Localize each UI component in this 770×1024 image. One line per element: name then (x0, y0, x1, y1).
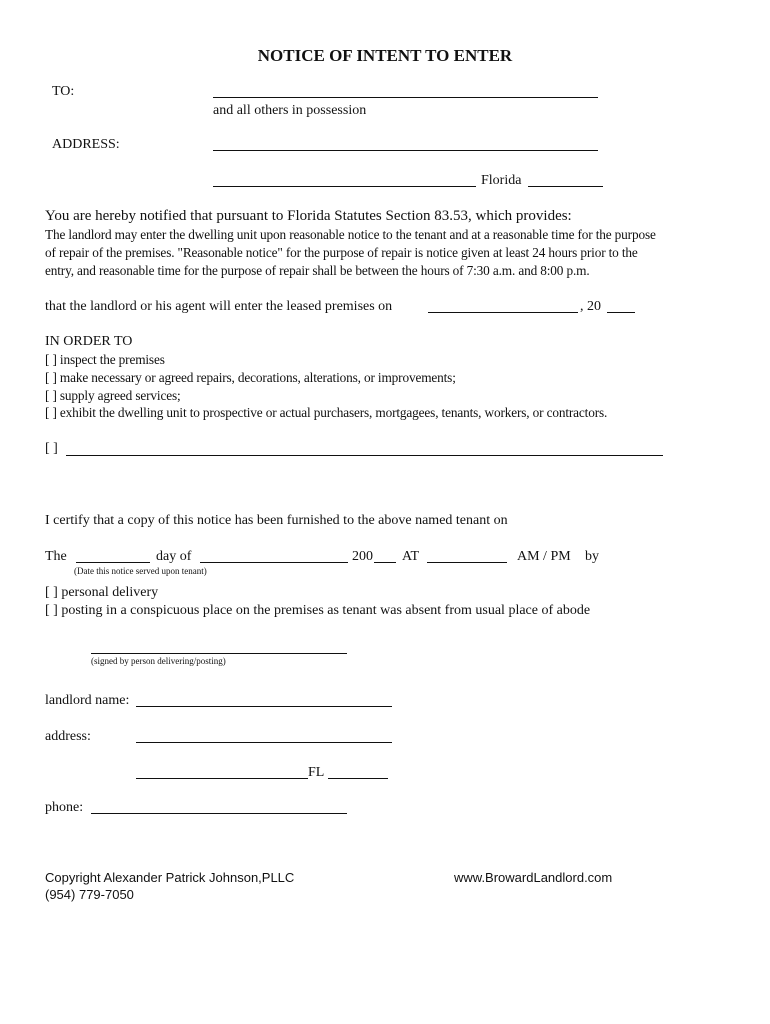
delivery-checkbox-posting[interactable]: [ ] posting in a conspicuous place on the premises as tenant was absent from usual place of abode (45, 603, 591, 618)
to-name-field[interactable] (213, 97, 598, 98)
other-purpose-field[interactable] (66, 455, 663, 456)
signature-note: (signed by person delivering/posting) (91, 656, 226, 666)
enter-year-prefix: , 20 (580, 299, 601, 314)
page-title: NOTICE OF INTENT TO ENTER (257, 46, 513, 65)
landlord-city-field[interactable] (136, 778, 308, 779)
in-order-to-heading: IN ORDER TO (45, 334, 133, 349)
to-label: TO: (52, 84, 75, 99)
served-month-field[interactable] (200, 562, 348, 563)
others-in-possession-text: and all others in possession (213, 103, 367, 118)
served-day-field[interactable] (76, 562, 150, 563)
fl-text: FL (308, 765, 325, 780)
served-at-label: AT (402, 549, 420, 564)
phone-label: phone: (45, 800, 84, 815)
footer-website[interactable]: www.BrowardLandlord.com (454, 870, 613, 885)
purpose-checkbox-services[interactable]: [ ] supply agreed services; (45, 388, 181, 403)
enter-line-text: that the landlord or his agent will enter the leased premises on (45, 299, 393, 314)
served-year-prefix: 200 (352, 549, 373, 564)
served-by-label: by (585, 549, 599, 564)
florida-text: Florida (481, 173, 522, 188)
enter-year-field[interactable] (607, 312, 635, 313)
served-day-of-label: day of (156, 549, 192, 564)
footer-phone: (954) 779-7050 (45, 887, 134, 902)
served-year-field[interactable] (374, 562, 396, 563)
enter-date-field[interactable] (428, 312, 578, 313)
zip-field[interactable] (528, 186, 603, 187)
purpose-checkbox-repairs[interactable]: [ ] make necessary or agreed repairs, decorations, alterations, or improvements; (45, 370, 456, 385)
phone-field[interactable] (91, 813, 347, 814)
address-line-1-field[interactable] (213, 150, 598, 151)
city-field[interactable] (213, 186, 476, 187)
served-time-field[interactable] (427, 562, 507, 563)
landlord-name-field[interactable] (136, 706, 392, 707)
statute-line: The landlord may enter the dwelling unit upon reasonable notice to the tenant and at a reasonable time for the purpose (45, 227, 656, 242)
landlord-zip-field[interactable] (328, 778, 388, 779)
certify-text: I certify that a copy of this notice has been furnished to the above named tenant on (45, 513, 508, 528)
served-date-note: (Date this notice served upon tenant) (74, 566, 207, 576)
served-am-pm: AM / PM (517, 549, 571, 564)
statute-line: entry, and reasonable time for the purpose of repair shall be between the hours of 7:30 a.m. and 8:00 p.m. (45, 263, 590, 278)
landlord-address-label: address: (45, 729, 91, 744)
statute-line: of repair of the premises. "Reasonable notice" for the purpose of repair is notice given at least 24 hours prior to the (45, 245, 638, 260)
address-label: ADDRESS: (52, 137, 120, 152)
other-purpose-checkbox[interactable]: [ ] (45, 441, 58, 456)
purpose-checkbox-inspect[interactable]: [ ] inspect the premises (45, 352, 165, 367)
purpose-checkbox-exhibit[interactable]: [ ] exhibit the dwelling unit to prospective or actual purchasers, mortgagees, tenants, workers, or contractors. (45, 405, 608, 420)
delivery-checkbox-personal[interactable]: [ ] personal delivery (45, 585, 159, 600)
footer-copyright: Copyright Alexander Patrick Johnson,PLLC (45, 870, 295, 885)
notice-intro: You are hereby notified that pursuant to Florida Statutes Section 83.53, which provides: (45, 208, 572, 224)
landlord-address-field[interactable] (136, 742, 392, 743)
signature-field[interactable] (91, 653, 347, 654)
served-the-label: The (45, 549, 67, 564)
landlord-name-label: landlord name: (45, 693, 130, 708)
